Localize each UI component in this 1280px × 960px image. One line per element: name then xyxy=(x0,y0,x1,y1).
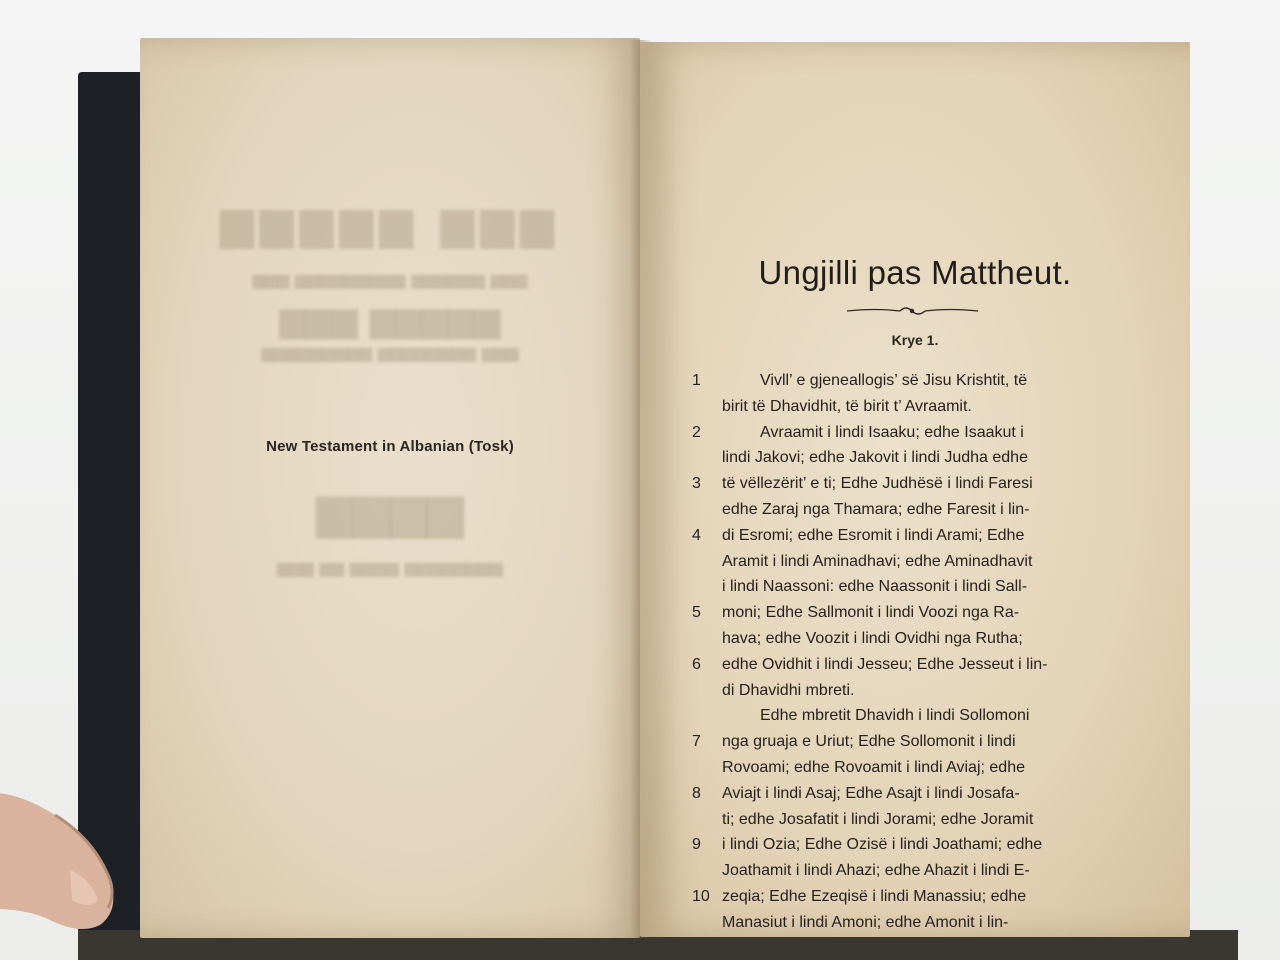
line-text: Aviajt i lindi Asaj; Edhe Asajt i lindi Josafa- xyxy=(722,784,1020,802)
right-page xyxy=(640,42,1190,937)
text-line xyxy=(692,574,1162,600)
verse-number: 4 xyxy=(692,526,701,544)
text-line xyxy=(692,626,1162,652)
line-text: birit të Dhavidhit, të birit t’ Avraamit. xyxy=(722,397,972,415)
chapter-heading: Krye 1. xyxy=(891,332,939,348)
text-line xyxy=(692,729,1162,755)
left-page-subtitle: New Testament in Albanian (Tosk) xyxy=(266,438,514,455)
line-text: edhe Ovidhit i lindi Jesseu; Edhe Jesseut i lin- xyxy=(722,655,1048,673)
show-through-print: ▆▆▆▆▆ ▆▆▆ xyxy=(219,198,561,249)
verse-number: 1 xyxy=(692,372,701,389)
verse-number: 7 xyxy=(692,733,701,751)
text-line xyxy=(692,394,1162,420)
line-text: i lindi Ozia; Edhe Ozisë i lindi Joathami; edhe xyxy=(722,836,1043,854)
line-text: Edhe mbretit Dhavidh i lindi Sollomoni xyxy=(760,707,1030,725)
line-text: Rovoami; edhe Rovoamit i lindi Aviaj; edhe xyxy=(722,758,1025,776)
text-line xyxy=(692,445,1162,471)
text-line xyxy=(692,368,1162,394)
text-line xyxy=(692,420,1162,446)
line-text: lindi Jakovi; edhe Jakovit i lindi Judha edhe xyxy=(722,449,1028,467)
left-page xyxy=(140,38,640,938)
verse-number: 9 xyxy=(692,836,701,854)
text-line xyxy=(692,523,1162,549)
line-text: Aramit i lindi Aminadhavi; edhe Aminadhavit xyxy=(722,552,1033,570)
show-through-print: ▆▆▆▆ xyxy=(316,483,464,539)
text-line xyxy=(692,781,1162,807)
text-line xyxy=(692,910,1162,936)
text-line xyxy=(692,703,1162,729)
show-through-print: ▆▆▆ ▆▆▆▆▆▆▆▆▆ ▆▆▆▆▆▆ ▆▆▆ xyxy=(252,270,528,289)
verse-number: 3 xyxy=(692,475,701,493)
line-text: di Esromi; edhe Esromit i lindi Arami; Edhe xyxy=(722,526,1025,544)
page-title: Ungjilli pas Mattheut. xyxy=(758,254,1072,291)
line-text: moni; Edhe Sallmonit i lindi Voozi nga Ra- xyxy=(722,604,1020,622)
verse-number: 5 xyxy=(692,604,701,622)
text-line xyxy=(692,755,1162,781)
line-text: nga gruaja e Uriut; Edhe Sollomonit i lindi xyxy=(722,733,1016,751)
text-line xyxy=(692,832,1162,858)
text-line xyxy=(692,884,1162,910)
verse-number: 8 xyxy=(692,784,701,802)
hand-thumb xyxy=(0,760,160,960)
line-text: Manasiut i lindi Amoni; edhe Amonit i lin- xyxy=(722,913,1009,931)
text-line xyxy=(692,497,1162,523)
text-line xyxy=(692,807,1162,833)
ornamental-rule-icon xyxy=(845,304,980,318)
text-line xyxy=(692,652,1162,678)
show-through-print: ▆▆▆ ▆▆▆▆▆ xyxy=(279,300,501,340)
show-through-print: ▆▆▆ ▆▆ ▆▆▆▆ ▆▆▆▆▆▆▆▆ xyxy=(277,558,503,577)
line-text: zeqia; Edhe Ezeqisë i lindi Manassiu; edhe xyxy=(722,887,1027,905)
line-text: ti; edhe Josafatit i lindi Jorami; edhe Joramit xyxy=(722,810,1034,828)
line-text: hava; edhe Voozit i lindi Ovidhi nga Rutha; xyxy=(722,629,1023,647)
verse-number: 2 xyxy=(692,423,701,441)
line-text: di Dhavidhi mbreti. xyxy=(722,681,855,699)
line-text: të vëllezërit’ e ti; Edhe Judhësë i lindi Faresi xyxy=(722,475,1033,493)
scripture-text xyxy=(692,368,1162,936)
line-text: Avraamit i lindi Isaaku; edhe Isaakut i xyxy=(760,423,1024,441)
line-text: Joathamit i lindi Ahazi; edhe Ahazit i lindi E- xyxy=(722,862,1030,880)
line-text: Vivll’ e gjeneallogis’ së Jisu Krishtit, të xyxy=(760,372,1028,389)
text-line xyxy=(692,678,1162,704)
text-line xyxy=(692,549,1162,575)
line-text: i lindi Naassoni: edhe Naassonit i lindi Sall- xyxy=(722,578,1028,596)
verse-number: 6 xyxy=(692,655,701,673)
text-line xyxy=(692,600,1162,626)
verse-number: 10 xyxy=(692,887,710,905)
show-through-print: ▆▆▆▆▆▆▆▆▆ ▆▆▆▆▆▆▆▆ ▆▆▆ xyxy=(261,343,519,362)
text-line xyxy=(692,471,1162,497)
text-line xyxy=(692,858,1162,884)
line-text: edhe Zaraj nga Thamara; edhe Faresit i lin- xyxy=(722,500,1030,518)
